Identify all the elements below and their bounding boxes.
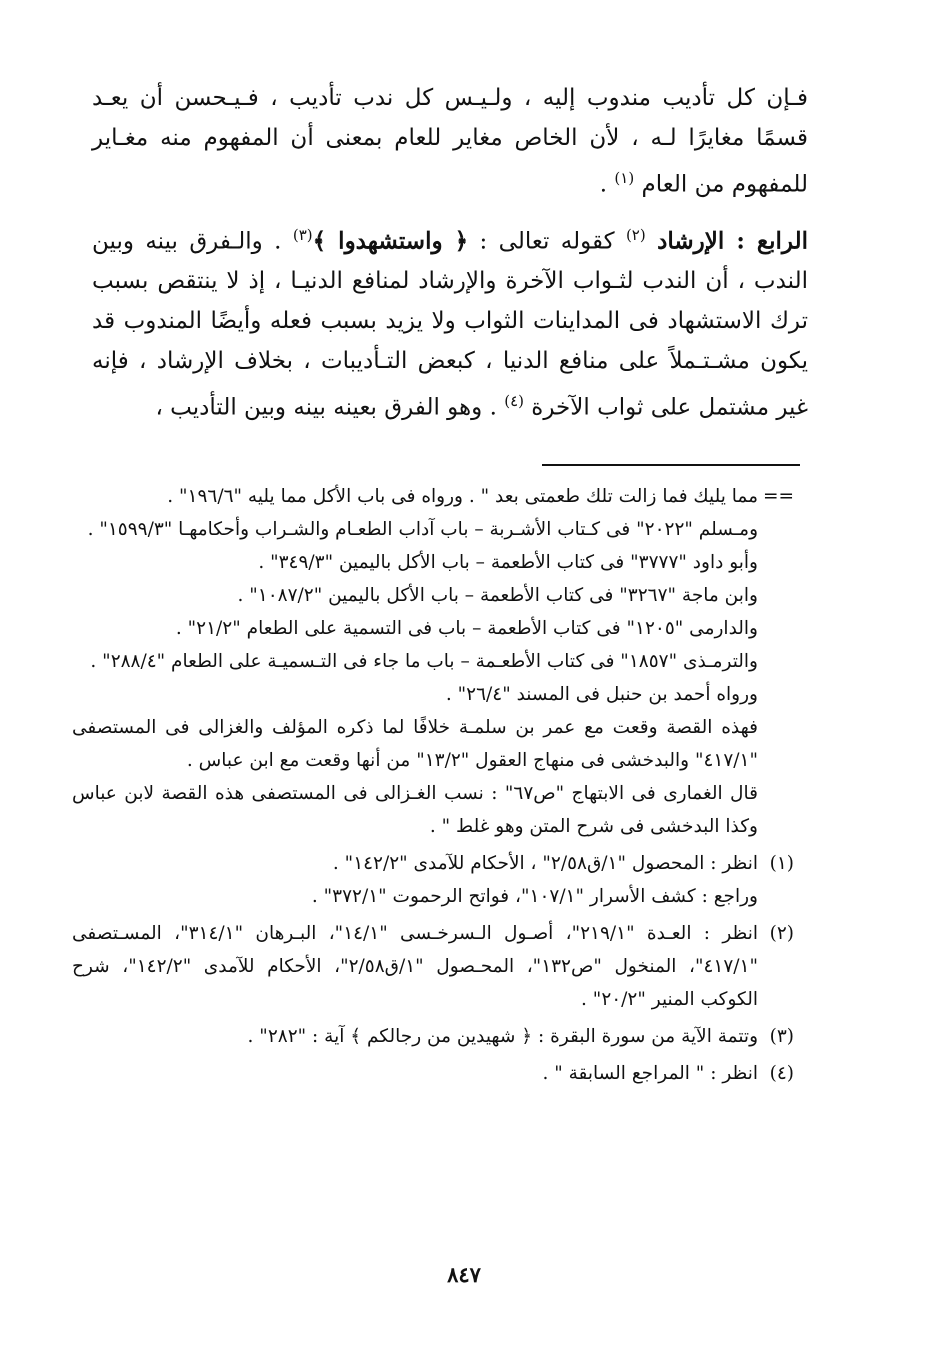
continuation-line: والدارمى "١٢٠٥" فى كتاب الأطعمة – باب فى التسمية على الطعام "٢١/٢" . (175, 618, 758, 639)
page-number: ٨٤٧ (447, 1262, 481, 1287)
main-text (92, 78, 808, 438)
footnote-marker: (٣) (769, 1026, 794, 1047)
continuation-line: وأبو داود "٣٧٧٧" فى كتاب الأطعمة – باب الأكل باليمين "٣٤٩/٣" . (258, 552, 758, 573)
quran-verse: ﴿ واستشهدوا ﴾ (312, 227, 469, 255)
footnote-continuation (72, 480, 794, 843)
paragraph-1-end: . (599, 171, 608, 198)
continuation-line: فهذه القصة وقعت مع عمر بن سلمـة خلافًا لما ذكره المؤلف والغزالى فى المستصفى "٤١٧/١" والبدخشى فى منهاج العقول "١٣/٢" من أنها وقعت مع ابن عباس . (72, 717, 758, 771)
footnote-line: وتتمة الآية من سورة البقرة : ﴿ شهيدين من رجالكم ﴾ آية : "٢٨٢" . (247, 1026, 758, 1047)
footnote-line: انظر : المحصول "١/ق٢/٥٨" ، الأحكام للآمدى "١٤٢/٢" . (332, 853, 758, 874)
footnote-separator (542, 464, 800, 466)
footnote-ref-2: (٢) (625, 225, 646, 244)
footnote-line: انظر : العـدة "٢١٩/١"، أصـول الـسرخـسى "١٤/١"، البـرهان "٣١٤/١"، المسـتصفى "٤١٧/١"، المنخول "ص١٣٢"، المحـصول "١/ق٢/٥٨"، الأحكام للآمدى "١٤٢/٢"، شرح الكوكب المنير "٢٠/٢" . (72, 923, 758, 1010)
footnote-ref-4: (٤) (504, 392, 524, 411)
footnote-4 (72, 1057, 794, 1090)
paragraph-2-mid: كقوله تعالى : (479, 228, 615, 255)
continuation-line: قال الغمارى فى الابتهاج "ص٦٧" : نسب الغـزالى فى المستصفى هذه القصة لابن عباس وكذا البدخشى فى شرح المتن وهو غلط " . (72, 783, 758, 837)
paragraph-2-tail: . وهو الفرق بعينه بينه وبين التأديب ، (155, 394, 497, 421)
footnote-ref-1: (١) (614, 169, 635, 187)
continuation-line: والترمـذى "١٨٥٧" فى كتاب الأطعـمة – باب ما جاء فى التـسميـة على الطعام "٢٨٨/٤" . (90, 651, 758, 672)
continuation-line: وابن ماجة "٣٢٦٧" فى كتاب الأطعمة – باب الأكل باليمين "١٠٨٧/٢" . (237, 585, 758, 606)
footnote-ref-3: (٣) (292, 225, 313, 244)
footnote-marker: (١) (769, 853, 794, 874)
paragraph-1-text: فـإن كل تأديب مندوب إليه ، ولـيـس كل ندب تأديب ، فـيـحسن أن يعـد قسمًا مغايرًا لـه ، لأن الخاص مغاير للعام بمعنى أن المفهوم منه مغـاير للمفهوم من العام (92, 85, 808, 198)
continuation-marker: == (762, 486, 794, 507)
footnote-line: وراجع : كشف الأسرار "١٠٧/١"، فواتح الرحموت "٣٧٢/١" . (311, 886, 758, 907)
footnote-3 (72, 1020, 794, 1053)
footnotes (72, 480, 794, 1094)
paragraph-1 (92, 78, 808, 205)
footnote-1 (72, 847, 794, 913)
footnote-marker: (٤) (769, 1063, 794, 1084)
footnote-2 (72, 917, 794, 1016)
continuation-line: مما يليك فما زالت تلك طعمتى بعد " . ورواه فى باب الأكل مما يليه "١٩٦/٦" . (167, 486, 758, 507)
paragraph-2-lead: الرابع : الإرشاد (657, 227, 809, 255)
continuation-line: ومـسلم "٢٠٢٢" فى كـتاب الأشـربة – باب آداب الطعـام والشـراب وأحكامهـا "١٥٩٩/٣" . (87, 519, 758, 540)
continuation-line: ورواه أحمد بن حنبل فى المسند "٢٦/٤" . (445, 684, 758, 705)
paragraph-2-text: . والـفرق بينه وبين الندب ، أن الندب لثـواب الآخرة والإرشاد لمنافع الدنيـا ، إذ لا ينتقص بسبب ترك الاستشهاد فى المداينات الثواب ولا يزيد بسبب فعله وأيضًا المندوب قد يكون مشـتـملاً على منافع الدنيا ، كبعض التـأديبات ، بخلاف الإرشاد ، فإنه غير مشتمل على ثواب الآخرة (92, 228, 808, 421)
footnote-line: انظر : " المراجع السابقة " . (542, 1063, 758, 1084)
paragraph-2 (92, 215, 808, 428)
footnote-marker: (٢) (769, 923, 794, 944)
